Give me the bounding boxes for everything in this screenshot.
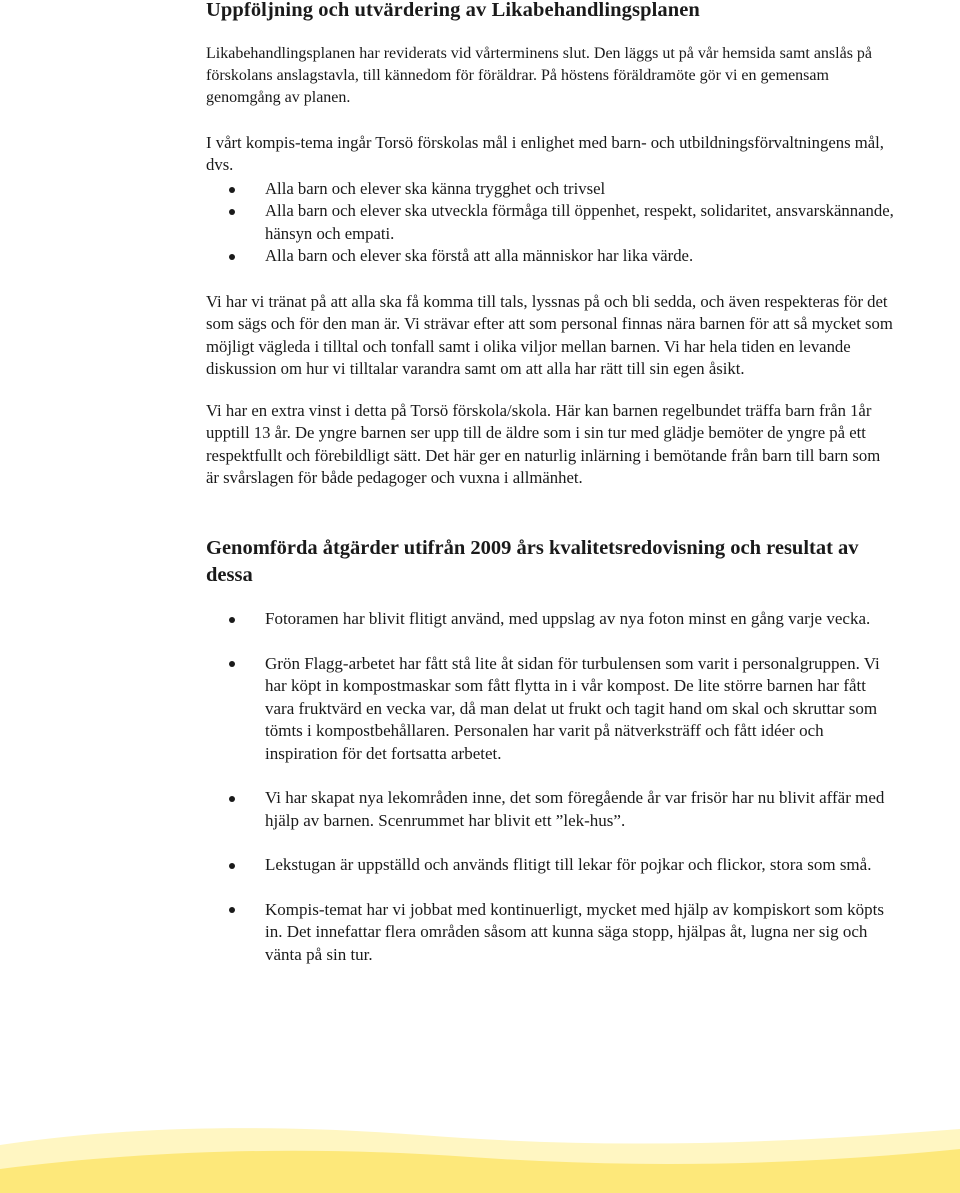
goal-item-text: Alla barn och elever ska förstå att alla människor har lika värde.	[265, 246, 694, 266]
bullet-dot-icon	[229, 254, 235, 260]
measure-item-text: Vi har skapat nya lekområden inne, det som föregående år var frisör har nu blivit affär med hjälp av barnen. Scenrummet har blivit ett ”lek-hus”.	[265, 788, 885, 830]
measure-item	[206, 854, 896, 877]
goals-list	[206, 178, 896, 268]
measures-list	[206, 608, 896, 966]
goal-item-text: Alla barn och elever ska känna trygghet och trivsel	[265, 179, 606, 198]
bullet-dot-icon	[229, 209, 235, 215]
paragraph-extra-vinst: Vi har en extra vinst i detta på Torsö förskola/skola. Här kan barnen regelbundet träffa barn från 1år upptill 13 år. De yngre barnen ser upp till de äldre som i sin tur med glädje bemöter de yngre på ett respektfullt och förebildligt sätt. Det här ger en naturlig inlärning i bemötande från barn till barn som är svårslagen för både pedagoger och vuxna i allmänhet.	[206, 401, 881, 488]
bullet-dot-icon	[229, 796, 235, 802]
bullet-dot-icon	[229, 907, 235, 913]
measure-item	[206, 608, 896, 631]
paragraph-training: Vi har vi tränat på att alla ska få komma till tals, lyssnas på och bli sedda, och även respekteras för det som sägs och för den man är. Vi strävar efter att som personal finnas nära barnen för att så mycket som möjligt vägleda i tilltal och tonfall samt i olika viljor mellan barnen. Vi har hela tiden en levande diskussion om hur vi tilltalar varandra samt om att alla har rätt till sin egen åsikt.	[206, 292, 893, 379]
measure-item-text: Fotoramen har blivit flitigt använd, med uppslag av nya foton minst en gång varje vecka.	[265, 609, 871, 628]
goal-item	[206, 200, 896, 245]
bullet-dot-icon	[229, 863, 235, 869]
measure-item-text: Lekstugan är uppställd och används flitigt till lekar för pojkar och flickor, stora som små.	[265, 855, 872, 874]
measure-item-text: Kompis-temat har vi jobbat med kontinuerligt, mycket med hjälp av kompiskort som köpts in. Det innefattar flera områden såsom att kunna säga stopp, hjälpas åt, lugna ner sig och vänta på sin tur.	[265, 899, 884, 964]
bullet-dot-icon	[229, 187, 235, 193]
goal-item	[206, 178, 896, 200]
goal-item	[206, 245, 896, 267]
paragraph-revision: Likabehandlingsplanen har reviderats vid vårterminens slut. Den läggs ut på vår hemsida samt anslås på förskolans anslagstavla, till kännedom för föräldrar. På höstens föräldramöte gör vi en gemensam genomgång av planen.	[206, 45, 873, 106]
section-title-genomforda-atgarder: Genomförda åtgärder utifrån 2009 års kvalitetsredovisning och resultat av dessa	[206, 537, 859, 586]
footer-wave-decoration	[0, 1105, 960, 1193]
measure-item	[206, 899, 896, 967]
goal-item-text: Alla barn och elever ska utveckla förmåga till öppenhet, respekt, solidaritet, ansvarskännande, hänsyn och empati.	[265, 201, 894, 243]
bullet-dot-icon	[229, 617, 235, 623]
paragraph-kompis-tema: I vårt kompis-tema ingår Torsö förskolas mål i enlighet med barn- och utbildningsförvaltningens mål, dvs.	[206, 133, 884, 175]
section-title-uppfoljning: Uppföljning och utvärdering av Likabehandlingsplanen	[206, 0, 700, 21]
bullet-dot-icon	[229, 661, 235, 667]
measure-item	[206, 787, 896, 832]
measure-item-text: Grön Flagg-arbetet har fått stå lite åt sidan för turbulensen som varit i personalgruppen. Vi har köpt in kompostmaskar som fått flytta in i vår kompost. De lite större barnen har fått vara fruktvärd en vecka var, då man delat ut frukt och tagit hand om skal och skruttar som tömts i kompostbehållaren. Personalen har varit på nätverksträff och fått idéer och inspiration för det fortsatta arbetet.	[265, 653, 880, 763]
measure-item	[206, 653, 896, 766]
